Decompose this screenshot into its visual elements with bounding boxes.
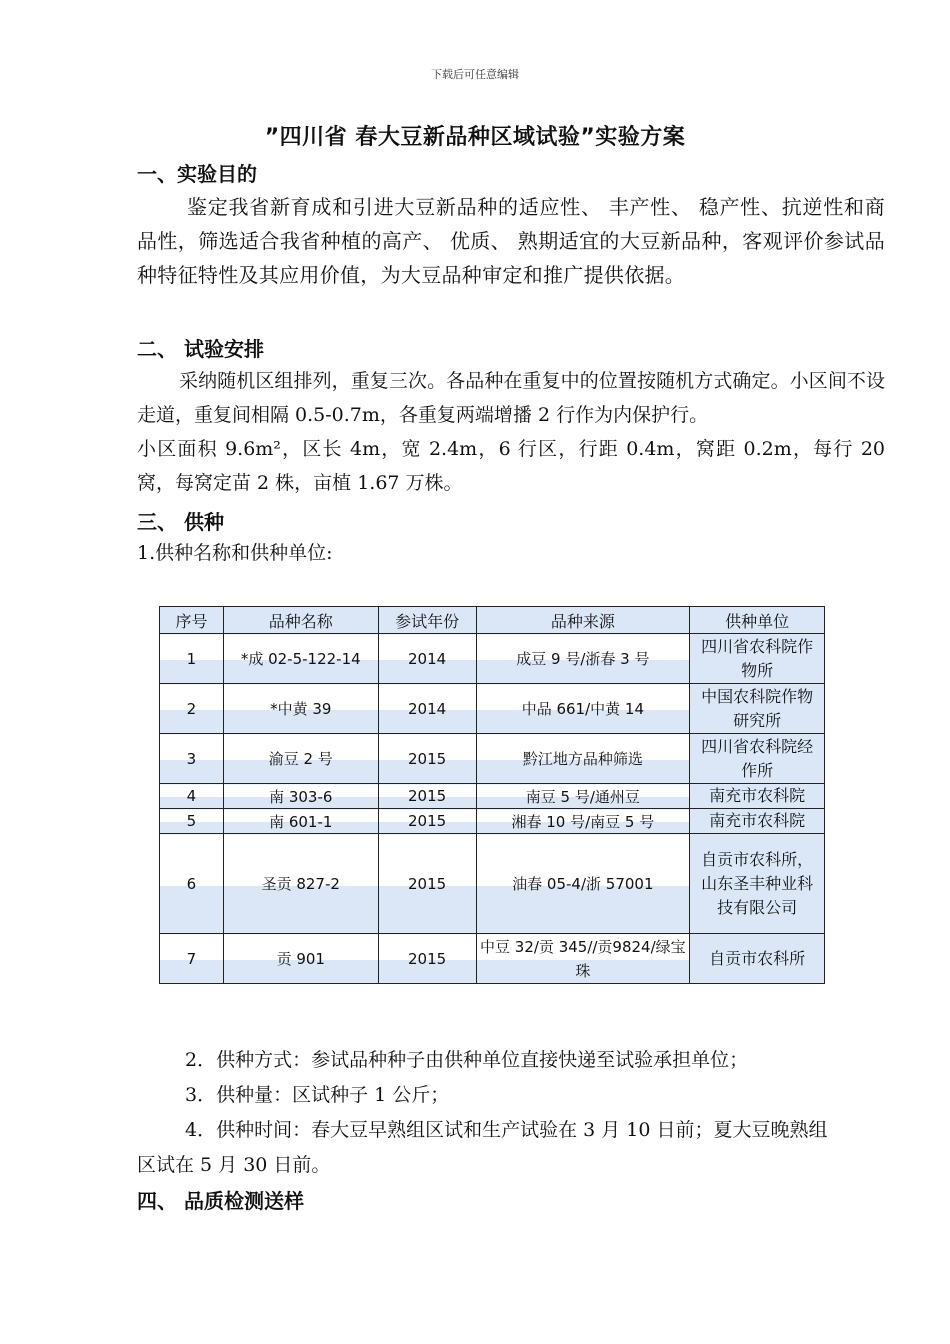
section2-para2: 小区面积 9.6m²，区长 4m，宽 2.4m，6 行区，行距 0.4m，窝距 0.2m，每行 20 窝，每窝定苗 2 株，亩植 1.67 万株。 [137,438,885,494]
cell-unit: 四川省农科院作物所 [690,634,825,684]
cell-source: 成豆 9 号/浙春 3 号 [476,634,690,684]
cell-unit: 四川省农科院经作所 [690,734,825,784]
cell-year: 2015 [378,834,476,934]
table-row [160,809,825,834]
cell-name: 南 303-6 [223,784,378,809]
cell-no: 4 [160,784,224,809]
table-row [160,784,825,809]
cell-source: 黔江地方品种筛选 [476,734,690,784]
cell-year: 2015 [378,784,476,809]
table-row [160,634,825,684]
document-title: ”四川省 春大豆新品种区域试验”实验方案 [264,125,686,150]
supply-method: 2．供种方式：参试品种种子由供种单位直接快递至试验承担单位； [185,1049,749,1071]
supply-time-line2: 区试在 5 月 30 日前。 [137,1154,331,1176]
cell-no: 3 [160,734,224,784]
seed-list-caption: 1.供种名称和供种单位: [137,542,333,564]
header-year: 参试年份 [378,607,476,634]
cell-no: 2 [160,684,224,734]
cell-no: 1 [160,634,224,684]
header-name: 品种名称 [223,607,378,634]
table-header-row [160,607,825,634]
cell-unit: 南充市农科院 [690,784,825,809]
section1-heading: 一、实验目的 [137,162,257,186]
cell-year: 2015 [378,934,476,984]
section2-heading: 二、 试验安排 [137,337,264,361]
cell-unit: 中国农科院作物研究所 [690,684,825,734]
cell-source: 中豆 32/贡 345//贡9824/绿宝珠 [476,934,690,984]
cell-no: 5 [160,809,224,834]
cell-name: 贡 901 [223,934,378,984]
table-row [160,734,825,784]
cell-unit: 自贡市农科所，山东圣丰种业科技有限公司 [690,834,825,934]
cell-source: 南豆 5 号/通州豆 [476,784,690,809]
cell-year: 2014 [378,684,476,734]
section1-body: 鉴定我省新育成和引进大豆新品种的适应性、 丰产性、 稳产性、抗逆性和商品性，筛选适合我省种植的高产、 优质、 熟期适宜的大豆新品种，客观评价参试品种特征特性及其应用价值，为大豆品种审定和推广提供依据。 [137,195,885,287]
cell-source: 油春 05-4/浙 57001 [476,834,690,934]
section4-heading: 四、 品质检测送样 [137,1189,304,1213]
table-row [160,834,825,934]
cell-unit: 南充市农科院 [690,809,825,834]
header-source: 品种来源 [476,607,690,634]
cell-no: 6 [160,834,224,934]
section2-para1: 采纳随机区组排列，重复三次。各品种在重复中的位置按随机方式确定。小区间不设走道，重复间相隔 0.5-0.7m，各重复两端增播 2 行作为内保护行。 [137,370,885,426]
cell-name: 渝豆 2 号 [223,734,378,784]
cell-no: 7 [160,934,224,984]
table-row [160,934,825,984]
cell-source: 中品 661/中黄 14 [476,684,690,734]
cell-name: 南 601-1 [223,809,378,834]
seed-supply-table [159,606,825,984]
header-unit: 供种单位 [690,607,825,634]
cell-unit: 自贡市农科所 [690,934,825,984]
supply-time-line1: 4．供种时间：春大豆早熟组区试和生产试验在 3 月 10 日前；夏大豆晚熟组 [185,1119,828,1141]
header-note: 下载后可任意编辑 [431,68,519,81]
cell-year: 2015 [378,734,476,784]
header-no: 序号 [160,607,224,634]
cell-year: 2015 [378,809,476,834]
cell-name: 圣贡 827-2 [223,834,378,934]
section3-heading: 三、 供种 [137,510,224,534]
table-row [160,684,825,734]
cell-name: *中黄 39 [223,684,378,734]
cell-source: 湘春 10 号/南豆 5 号 [476,809,690,834]
cell-year: 2014 [378,634,476,684]
supply-amount: 3．供种量：区试种子 1 公斤； [185,1084,450,1106]
cell-name: *成 02-5-122-14 [223,634,378,684]
